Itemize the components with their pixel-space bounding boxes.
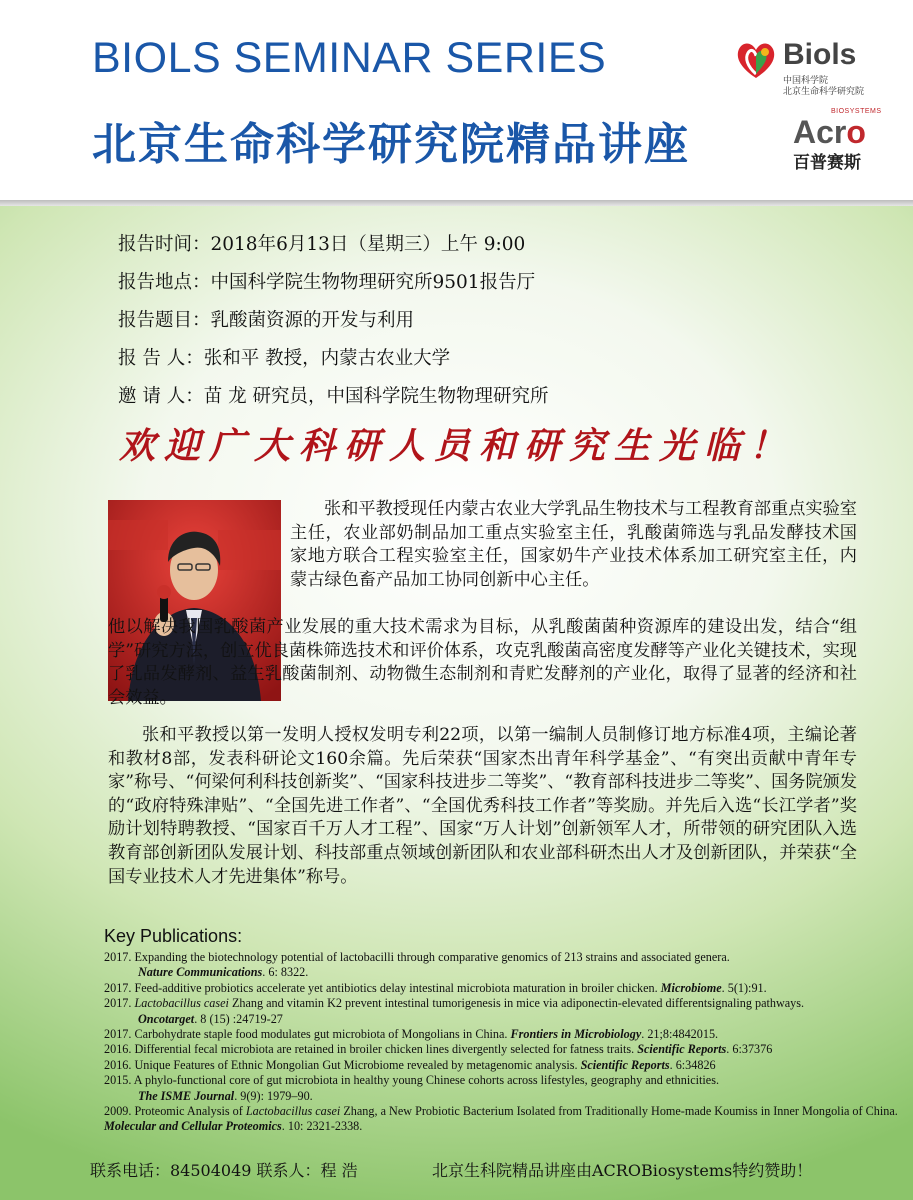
publication-year: 2009. Proteomic Analysis of xyxy=(104,1104,246,1119)
publication-item xyxy=(104,981,904,996)
publication-species: Lactobacillus casei xyxy=(245,1104,341,1119)
acro-logo-cn: 百普赛斯 xyxy=(793,153,861,173)
publication-ref: . 6: 8322. xyxy=(262,965,309,980)
publication-text: 2016. Differential fecal microbiota are retained in broiler chicken lines divergently selected for fatness traits. xyxy=(104,1042,638,1057)
publication-ref: . 6:37376 xyxy=(726,1042,773,1057)
publication-text: 2016. Unique Features of Ethnic Mongolian Gut Microbiome revealed by metagenomic analysis. xyxy=(104,1057,581,1072)
publication-journal: Oncotarget xyxy=(138,1011,195,1026)
bio-paragraph-1-top: 张和平教授现任内蒙古农业大学乳品生物技术与工程教育部重点实验室主任，农业部奶制品加工重点实验室主任，乳酸菌筛选与乳品发酵技术国家地方联合工程实验室主任，国家奶牛产业技术体系加工研究室主任，内蒙古绿色畜产品加工协同创新中心主任。 xyxy=(290,499,857,590)
publication-journal: Scientific Reports xyxy=(580,1057,670,1072)
publication-text: Zhang and vitamin K2 prevent intestinal tumorigenesis in mice via adiponectin-elevated differentsignaling pathways. xyxy=(228,996,805,1011)
publication-ref: . 9(9): 1979–90. xyxy=(234,1088,313,1103)
info-location: 报告地点：中国科学院生物物理研究所9501报告厅 xyxy=(118,272,536,293)
publications-title: Key Publications: xyxy=(104,926,243,946)
publication-item xyxy=(104,950,904,981)
publication-text: 2017. Feed-additive probiotics accelerate yet antibiotics delay intestinal microbiota maturation in broiler chicken. xyxy=(104,980,661,995)
acro-logo xyxy=(793,108,893,173)
footer-contact: 联系电话：84504049 联系人：程 浩 xyxy=(90,1161,358,1180)
publication-year: 2017. xyxy=(104,996,135,1011)
publication-ref: . 5(1):91. xyxy=(721,980,767,995)
bio-paragraph-2: 张和平教授以第一发明人授权发明专利22项，以第一编制人员制修订地方标准4项，主编论著和教材8部，发表科研论文160余篇。先后荣获“国家杰出青年科学基金”、“有突出贡献中青年专家”称号、“何梁何利科技创新奖”、“国家科技进步二等奖”、“教育部科技进步二等奖”、国务院颁发的“政府特殊津贴”、“全国先进工作者”、“全国优秀科技工作者”等奖励。并先后入选“长江学者”奖励计划特聘教授、“国家百千万人才工程”、国家“万人计划”创新领军人才，所带领的研究团队入选教育部创新团队发展计划、科技部重点领域创新团队和农业部科研杰出人才及创新团队，并荣获“全国专业技术人才先进集体”称号。 xyxy=(108,725,858,887)
publication-ref: . 8 (15) :24719-27 xyxy=(194,1011,283,1026)
header-divider xyxy=(0,200,913,206)
acro-logo-word-a: Acr xyxy=(793,114,847,150)
acro-logo-small: BIOSYSTEMS xyxy=(831,108,882,115)
bio-paragraph-1-bottom: 他以解决我国乳酸菌产业发展的重大技术需求为目标，从乳酸菌菌种资源库的建设出发，结合“组学”研究方法，创立优良菌株筛选技术和评价体系，攻克乳酸菌高密度发酵等产业化关键技术，实现了乳品发酵剂、益生乳酸菌制剂、动物微生态制剂和青贮发酵剂的产业化，取得了显著的经济和社会效益。 xyxy=(108,617,857,708)
series-title-cn: 北京生命科学研究院精品讲座 xyxy=(92,119,690,170)
publications-list xyxy=(104,950,904,1135)
publication-item xyxy=(104,1058,904,1073)
publication-journal: The ISME Journal xyxy=(138,1088,235,1103)
publication-journal: Scientific Reports xyxy=(637,1042,727,1057)
footer-sponsor: 北京生科院精品讲座由ACROBiosystems特约赞助！ xyxy=(432,1161,813,1180)
publication-ref: . 6:34826 xyxy=(669,1057,716,1072)
publication-journal: Frontiers in Microbiology xyxy=(510,1027,642,1042)
publication-text: Zhang, a New Probiotic Bacterium Isolated from Traditionally Home-made Koumiss in Inner Mongolia of China. xyxy=(340,1104,898,1119)
publication-journal: Molecular and Cellular Proteomics xyxy=(104,1119,282,1134)
biols-logo xyxy=(733,38,893,98)
header xyxy=(0,0,913,200)
info-host: 邀 请 人：苗 龙 研究员，中国科学院生物物理研究所 xyxy=(118,386,549,407)
info-speaker: 报 告 人：张和平 教授，内蒙古农业大学 xyxy=(118,348,451,369)
acro-logo-word-o: o xyxy=(846,114,866,150)
publication-item xyxy=(104,1042,904,1057)
publication-text: 2015. A phylo-functional core of gut microbiota in healthy young Chinese cohorts across lifestyles, geography and ethnicities. xyxy=(104,1073,719,1088)
publication-ref: . 21;8:4842015. xyxy=(641,1027,719,1042)
biols-logo-sub2: 北京生命科学研究院 xyxy=(783,87,865,97)
publication-item xyxy=(104,1104,904,1135)
publication-journal: Microbiome xyxy=(660,980,722,995)
biols-logo-sub1: 中国科学院 xyxy=(783,76,829,86)
publication-journal: Nature Communications xyxy=(138,965,263,980)
acro-logo-word xyxy=(793,114,866,151)
biols-logo-word: Biols xyxy=(783,38,857,71)
series-title-en: BIOLS SEMINAR SERIES xyxy=(92,34,607,82)
publication-item xyxy=(104,996,904,1027)
publication-text: 2017. Expanding the biotechnology potential of lactobacilli through comparative genomics of 213 strains and associated genera. xyxy=(104,950,730,964)
publication-species: Lactobacillus casei xyxy=(134,996,229,1011)
info-time: 报告时间：2018年6月13日（星期三）上午 9:00 xyxy=(118,234,526,255)
biols-mark-icon xyxy=(733,38,779,84)
publication-ref: . 10: 2321-2338. xyxy=(281,1119,363,1134)
publication-item xyxy=(104,1073,904,1104)
publication-item xyxy=(104,1027,904,1042)
info-topic: 报告题目：乳酸菌资源的开发与利用 xyxy=(118,310,415,331)
welcome-banner: 欢迎广大科研人员和研究生光临！ xyxy=(118,425,794,467)
publication-text: 2017. Carbohydrate staple food modulates gut microbiota of Mongolians in China. xyxy=(104,1027,511,1042)
